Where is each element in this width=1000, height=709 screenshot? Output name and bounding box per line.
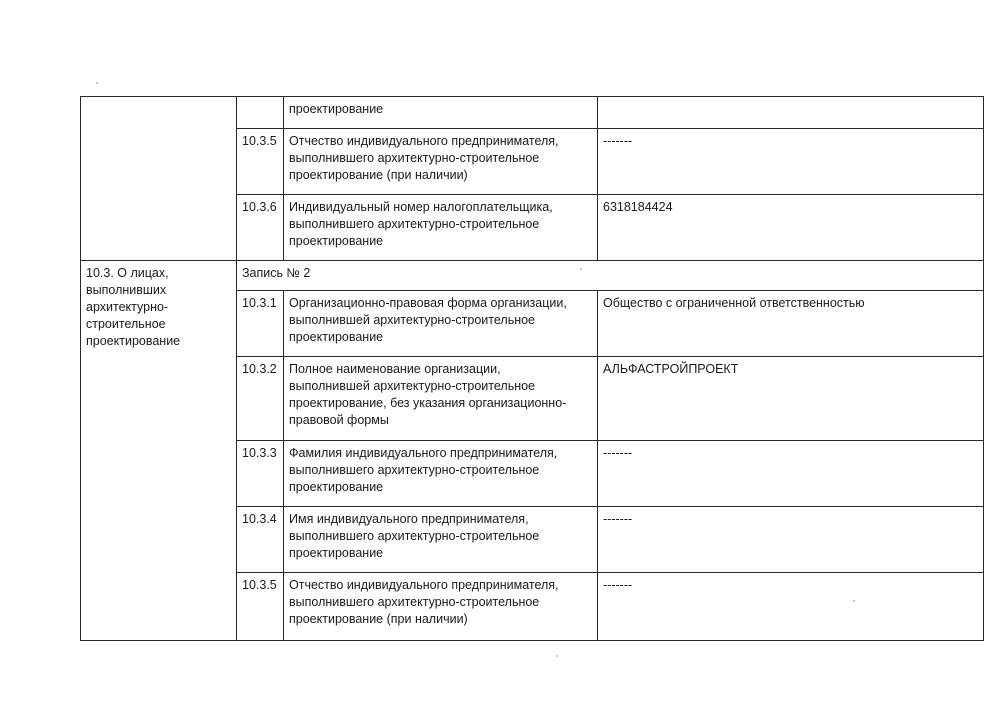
scan-speck <box>96 82 98 84</box>
section-cell-empty <box>81 97 237 261</box>
item-value: ------- <box>598 441 984 507</box>
item-value: 6318184424 <box>598 195 984 261</box>
item-number: 10.3.5 <box>237 129 284 195</box>
item-number: 10.3.1 <box>237 291 284 357</box>
item-label: Отчество индивидуального предпринимателя, выполнившего архитектурно-строительное проектирование (при наличии) <box>284 129 598 195</box>
item-label: Отчество индивидуального предпринимателя, выполнившего архитектурно-строительное проектирование (при наличии) <box>284 573 598 641</box>
table-row <box>81 97 984 129</box>
item-value: ------- <box>598 573 984 641</box>
table-row <box>81 261 984 291</box>
item-label: Организационно-правовая форма организации, выполнившей архитектурно-строительное проектирование <box>284 291 598 357</box>
item-number: 10.3.6 <box>237 195 284 261</box>
item-number: 10.3.3 <box>237 441 284 507</box>
item-label: Полное наименование организации, выполнившей архитектурно-строительное проектирование, без указания организационно- правовой формы <box>284 357 598 441</box>
item-value <box>598 97 984 129</box>
item-number: 10.3.5 <box>237 573 284 641</box>
item-value: ------- <box>598 129 984 195</box>
item-label: Индивидуальный номер налогоплательщика, выполнившего архитектурно-строительное проектирование <box>284 195 598 261</box>
item-number <box>237 97 284 129</box>
item-label: проектирование <box>284 97 598 129</box>
item-value: ------- <box>598 507 984 573</box>
register-table <box>80 96 984 641</box>
item-label: Имя индивидуального предпринимателя, выполнившего архитектурно-строительное проектирование <box>284 507 598 573</box>
scan-speck <box>556 655 558 657</box>
item-value: АЛЬФАСТРОЙПРОЕКТ <box>598 357 984 441</box>
item-label: Фамилия индивидуального предпринимателя, выполнившего архитектурно-строительное проектирование <box>284 441 598 507</box>
item-value: Общество с ограниченной ответственностью <box>598 291 984 357</box>
section-label: 10.3. О лицах, выполнивших архитектурно- строительное проектирование <box>81 261 237 641</box>
item-number: 10.3.4 <box>237 507 284 573</box>
item-number: 10.3.2 <box>237 357 284 441</box>
record-heading: Запись № 2 <box>237 261 984 291</box>
